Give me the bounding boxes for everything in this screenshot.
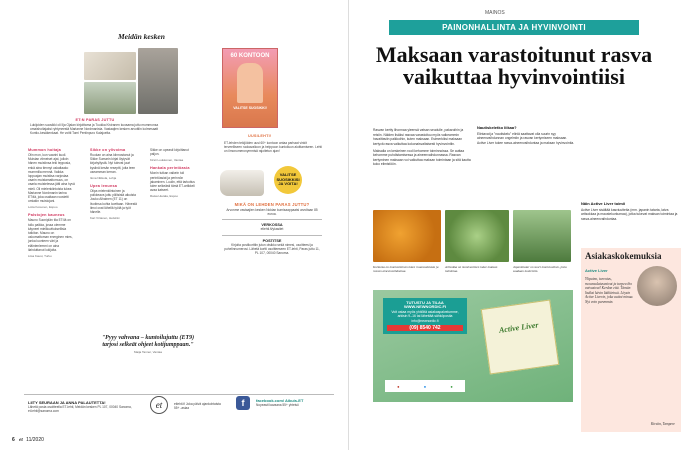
retailer-logo-1: ● — [397, 383, 400, 389]
article-p2: Maksalla on keskeinen rooli kehomme toiminnoissa. Se auttaa kehomme puhdistamisessa ja aineenvaihdunnassa. Rasvan kertyminen maksaan voi vaikuttaa maksan toimintaan ja sitä kautta koko elimistöön. — [373, 148, 471, 166]
col2b-title: Upea lenunsa — [90, 184, 118, 189]
knotweed-image — [513, 210, 571, 262]
facebook-icon[interactable]: f — [236, 396, 250, 410]
col3b-signature: Raisa Hietala, Espoo — [150, 194, 179, 199]
verkossa-url[interactable]: etlehti.fi/ykasitet — [260, 227, 284, 232]
magazine-text: ET-lehden tekijöiden uusi 60+ kontoon antaa parhaat vinkit terveelliseen ruokavalioon ja helppoon kuntoiluun aloittamiseen. Lehti on ilmonumeronymmisä rajoitetun ajan! — [224, 141, 322, 154]
article-title: Maksaan varastoitunut rasva vaikuttaa hyvinvointiisi — [375, 42, 653, 89]
caption-2: Artisokka on monivuotinen tukee maksan toimintaa. — [445, 265, 498, 273]
retailer-logos — [385, 380, 465, 392]
col1b-title: Palstojen kauneus — [28, 213, 65, 218]
magazine-cover — [222, 48, 278, 128]
experience-signature: Kirstin, Tampere — [650, 421, 675, 426]
product-pack — [481, 299, 560, 374]
col1-text: Olin mon, kun vaarini kuoli. Muistan viimeiset ajat, jolloin hänen muistinsa teki tepposia, enkä aina tiennyt uskaltaako mummilla mennä. Vaikka loppuajan muistisa varjostaa vaarin muistamattomuus, on vaarla muistelessa jätti aina hyvä mieli. Oli mielenkiintoista lukea Marianne Nordmanin tarina ET:ltä, joka osaltaan roostetti omiakin muistojani. — [28, 153, 75, 204]
subhead-1: Nautiskeletko liikaa? — [477, 125, 517, 130]
ad-phone[interactable]: (09) 8540 742 — [387, 325, 463, 331]
footer-left-text: Lähetä posta osoitteella ET-lehti, Meidän kesken PL 107, 00040 Sanoma, et.lehti@sanoma.com — [28, 405, 132, 414]
col3b-text: Monin tutkan vaikein tuli perintöasiat ja perinnön jakaminen. Luulin, että tarkoitus tulee selkeästi tämä ET-artikkeli avaa katseet. — [150, 171, 195, 193]
article-p4: Active Liver sisältää kasviuutteita (mm. japanin tatarta, latva artisokkaa ja maustekurkumaa), jotka tukevat maksan toimintaa ja rasva-aineenvaihduntaa. — [581, 207, 678, 221]
page-label: et — [19, 438, 23, 443]
retailer-logo-2: ● — [423, 383, 427, 389]
footer-right-text: Nopeasti kavaana 55+ yhteisö — [256, 403, 299, 407]
col2-title: Sikke on ylivoima — [90, 148, 126, 152]
turmeric-image — [373, 210, 441, 262]
ad-block — [373, 290, 573, 402]
customer-photo — [637, 266, 677, 306]
subhead-2: Näin Active Liver toimii — [581, 201, 626, 206]
garden-photo — [84, 82, 136, 114]
col1b-text: Mauno Suoniplän tila ET:llä on tullu paikka, jossa olemme käyneet mielikuvituksellisia tutkiton. Mauno on uskomattoman energinen mies, jonka luonteen väri ja eläintenlemmi on aina ilahduttanut lukijoita. — [28, 218, 73, 252]
et-logo: et — [150, 396, 168, 414]
retailer-logo-3: ● — [450, 383, 453, 389]
right-page — [348, 0, 696, 450]
letter-text: Lukijoiden suosikki oli Ilja Ojalan kirjoittama ja Tuukka Kiviranen kuvaama juttu mummonsa omaishoitajaksi ryhtyneestä Marianne Nordmanista. Vastaajien kesken arvottiin kolmesaatt Kontio-kesäkenkaat. He voitti Tomi Pentinpuro Kalajoelta. — [30, 123, 159, 136]
magazine-figure — [237, 63, 263, 103]
footer-divider — [24, 394, 334, 395]
col2b-signature: Kari Virtanen, Helsinki — [90, 216, 120, 221]
pack-title: Active Liver — [498, 320, 539, 335]
col3-text: Sikke on upeasti kirjoittanut paljon. — [150, 148, 189, 157]
section-title: Meidän kesken — [118, 32, 165, 41]
col2b-text: Olipa mielenkiintoinen ja poikkeava juttu yöllisistä aikuista Jouko Alhainen (ET 11) on livotinsa kohta koettaan. Hänestä ilmoi ovat lähellä työtä ja työt hänelle. — [90, 189, 137, 215]
banner: PAINONHALLINTA JA HYVINVOINTI — [389, 20, 639, 35]
caption-1: Kurkuma on monivaiteinen tukee ruuansulatusta ja rasvan aineenvaihduntaa. — [373, 265, 439, 273]
footer-left-title: LIITY SEURAAN JA ANNA PALAUTETTA! — [28, 400, 106, 405]
letter-clipping-photo-2 — [138, 48, 178, 114]
footer-mid[interactable]: etlehti.fi Joka päivä ajankohtaista 55+ -asiaa — [174, 402, 221, 411]
magazine-top: 60 KONTOON — [230, 53, 270, 59]
col3-signature: Kirsti Luukkonen, Vantaa — [150, 158, 184, 163]
page-number: 6 — [12, 437, 15, 443]
ad-text: Voit ostaa myös yhtiöltä asiakaspalvelumme, arkisin 9–16 tai lähettää sähköpostia info@newnordic.fi — [391, 309, 459, 323]
magazine-label: UUSILEHTI! — [248, 134, 272, 138]
magazine-bottom: VALITSE SUOSIKKI! — [233, 106, 267, 110]
experience-box — [581, 248, 681, 432]
article-intro: Rasvan kertty lihonnaa yleensä vatsan seudulle, pakaroihin ja reisiin. Näiden lisäksi rasvaa varastoituu myös vaikeammin havaittaviin paikkoihin, kuten maksaan. Esimerkiksi maksaan kertyvä rasva vaikuttaa kokonaisvaltaisesti hyvinvointiin. — [373, 128, 464, 146]
mainos-label: MAINOS — [485, 10, 505, 16]
caption-3: Japanintatar on suuri monivuotinen, josta saadaan tuotteisiin. — [513, 265, 567, 273]
mika-text: Arvonme vastaajien kesken Nokian kumisaappaatsi arvoltaan 85 euroa. — [226, 208, 318, 217]
experience-product: Active Liver — [585, 268, 608, 273]
experience-title: Asiakaskokemuksia — [585, 251, 662, 261]
postitse-title: POSTITSE — [262, 238, 282, 243]
col1b-signature: Liisa Kausi, Turku — [28, 254, 52, 259]
verkossa-title: VERKOSSA — [261, 223, 283, 228]
experience-text: Ylipaino, turvotus, ruoansulatusvaivat ja turpea iho vaivasivat! Kerdon että. Tämän lisäksi kävin lääkärissä. Löysin Active Liverin, joka auttoi minua. Nyt voin paremmin. — [585, 277, 634, 304]
col1-signature: Lotta Kosunen, Espoo — [28, 205, 58, 210]
article-p3: Elintavat ja "nautiskelu" eliniä saattavat olla suurin syy aineenvaihdunnan ongelmiin ja rasvan kertymiseen maksaan. Active Liver tukee rasva-aineenvaihduntaa ja maksan hyvinvointia. — [477, 131, 575, 145]
quote: "Pyyy vahvana – kuntoilujuttu (ET9) tarjosi selkeät ohjeet kotijumppaan." — [101, 335, 195, 348]
quote-signature: Maija Tanner, Vantaa — [134, 350, 162, 354]
vote-badge: VALITSE SUOSIKKISI JA VOITA! — [274, 166, 302, 194]
divider — [222, 219, 322, 220]
issue: 11/2020 — [26, 437, 44, 443]
mika-title: MIKÄ ON LEHDEN PARAS JUTTU? — [234, 202, 310, 207]
artichoke-image — [445, 210, 509, 262]
col3b-title: Hankala perintöasia — [150, 166, 190, 171]
col1-title: Mummon hoitaja — [28, 148, 61, 152]
col2-signature: Ilona Nikkola, Lohja — [90, 176, 117, 181]
postitse-text: Kirjoita postikorttiin jutun otsikko sekä nimesi, osoitteesi ja puhelinnumerosi. Lähetä kortti osoitteeseen ET-lehti, Paras juttu 11, PL 107, 00040 Sanoma. — [224, 242, 320, 256]
letter-heading: ET:N PARAS JUTTU — [75, 118, 115, 122]
col2-text: Ruokan on aina kiinnostanut ja Sikke Sumarin kirjat löytyvät kirjahyllystä. Nyt tulevat juuri kysiinä kesän reseptit, joita teen useamman kerran. — [90, 153, 136, 174]
divider — [222, 235, 322, 236]
shoe-photo — [220, 170, 264, 196]
footer-right-title[interactable]: facebook.com/ Aikuis-ET — [256, 398, 304, 403]
letter-clipping-photo — [84, 52, 136, 80]
ad-title[interactable]: TUTUSTU JA TILAA WWW.NEWNORDIC.FI — [404, 300, 446, 310]
